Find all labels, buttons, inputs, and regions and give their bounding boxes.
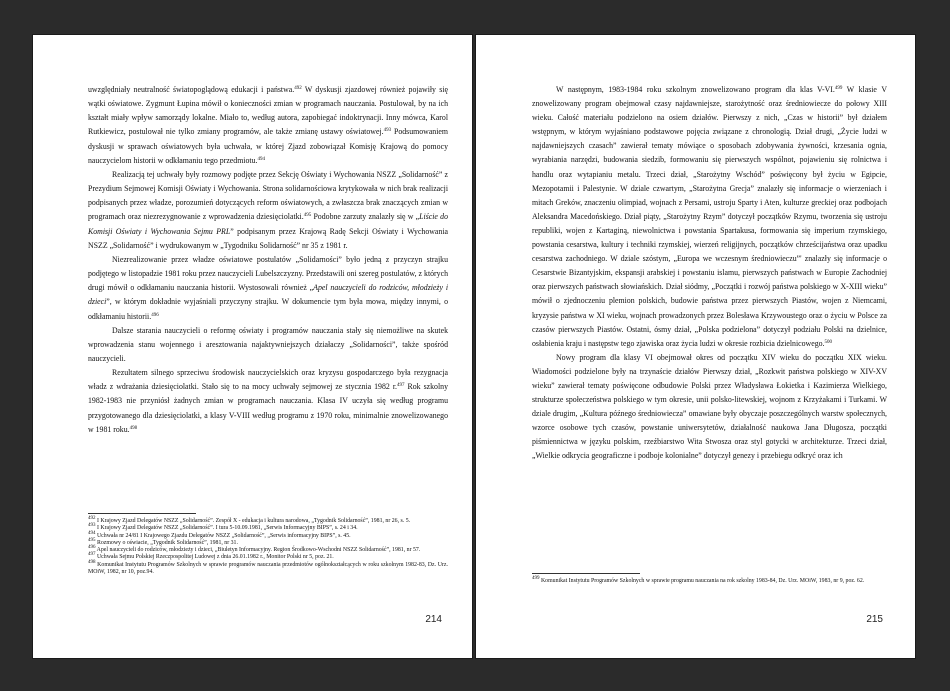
footnote-number: 499 <box>532 576 540 581</box>
text-run: Nowy program dla klasy VI obejmował okres od początku XIV wieku do początku XIX wieku. Wiadomości podzielone były na trzynaście działów Pierwszy dział, „Rozkwit państwa polskiego w XIV-XV wieku” zawierał tematy poświęcone odbudowie Polski przez Władysława Łokietka i Kazimierza Wielkiego, strukturze społeczeństwa polskiego w tym okresie, unii polsko-litewskiej, wojnom z Krzyżakami i Turkami. W dziale drugim, „Kultura późnego średniowiecza” omawiane były obyczaje poszczególnych warstw społecznych, wzorce osobowe tych czasów, powstanie uniwersytetów, działalność naukowa Jana Długosza, początki piśmiennictwa w języku polskim, rzeźbiarstwo Wita Stwosza oraz styl gotycki w architekturze. Trzeci dział, „Wielkie odkrycia geograficzne i podboje kolonialne” dotyczył genezy i przebiegu odkryć oraz ich <box>532 352 887 461</box>
paragraph <box>88 168 448 253</box>
italic-title: Apel nauczycieli do rodziców, młodzieży i dzieci <box>88 283 448 307</box>
text-run: Podsumowaniem dyskusji w sprawach oświatowych była uchwała, w której Zjazd zobowiązał Komisję Krajową do pomocy nauczycielom historii w odkłamaniu tego przedmiotu. <box>88 127 448 165</box>
footnote <box>88 554 448 561</box>
footnote-text: I Krajowy Zjazd Delegatów NSZZ „Solidarność”. I tura 5-10.09.1981, „Serwis Informacyjny BIPS”, s. 24 i 34. <box>95 525 358 532</box>
footnote-number: 494 <box>88 530 96 536</box>
footnote-text: Uchwała Sejmu Polskiej Rzeczpospolitej Ludowej z dnia 26.01.1982 r., Monitor Polski nr 5, poz. 21. <box>95 554 334 561</box>
footnote-reference: 492 <box>294 86 302 91</box>
footnote <box>88 559 448 577</box>
footnote-reference: 493 <box>383 128 392 134</box>
text-run: Podobne zarzuty znalazły się w „ <box>311 212 420 222</box>
footnote-reference: 495 <box>303 213 312 219</box>
footnote-text: Apel nauczycieli do rodziców, młodzieży i dzieci, „Biuletyn Informacyjny. Region Środkowo-Wschodni NSZZ Solidarność”, 1981, nr 57. <box>95 547 421 554</box>
text-run: Niezrealizowanie przez władze oświatowe postulatów „Solidarności” było jedną z przyczyn strajku podjętego w listopadzie 1981 roku przez nauczycieli Lubelszczyzny. Przedstawili oni szereg postulatów, z których drugi mówił o odkłamaniu nauczania historii. Wystosowali również „ <box>88 254 448 293</box>
right-page-footnotes <box>532 578 887 585</box>
page-number: 214 <box>425 614 442 625</box>
footnote-number: 498 <box>88 559 96 565</box>
footnote-reference: 498 <box>129 425 138 431</box>
footnote-number: 492 <box>88 516 96 521</box>
text-run: Rezultatem silnego sprzeciwu środowisk nauczycielskich oraz kryzysu gospodarczego była rezygnacja władz z wdrażania dziesięciolatki. Stało się to na mocy uchwały sejmowej ze stycznia 1982 r. <box>88 368 448 392</box>
left-page-body <box>88 83 448 437</box>
footnote-reference: 496 <box>151 312 159 318</box>
right-page <box>475 34 916 659</box>
left-page <box>32 34 473 659</box>
footnote-number: 497 <box>88 552 96 558</box>
footnote-text: Komunikat Instytutu Programów Szkolnych w sprawie programów nauczania przedmiotów ogólnokształcących w roku szkolnym 1982-83, Dz. Urz. MOiW, 1982, nr 10, poz.94. <box>88 561 448 576</box>
footnote <box>88 525 448 532</box>
right-page-body <box>532 83 887 464</box>
paragraph <box>88 324 448 366</box>
text-run: Realizacją tej uchwały były rozmowy podjęte przez Sekcję Oświaty i Wychowania NSZZ „Solidarność” z Prezydium Sejmowej Komisji Oświaty i Wychowania. Strona solidarnościowa krytykowała w nich brak realizacji podpisanych przez władze, porozumień dotyczących reform oświatowych, a zwłaszcza brak znaczących zmian w programach oraz niezrezygnowanie z wprowadzenia dziesięciolatki. <box>88 169 448 222</box>
footnote-text: Rozmowy o oświacie, „Tygodnik Solidarność”, 1981, nr 31. <box>95 539 238 546</box>
footnote <box>88 530 448 540</box>
paragraph <box>532 351 887 464</box>
text-run: ”, w którym dokładnie wyjaśniali przyczyny strajku. W dokumencie tym była mowa, między innymi, o odkłamaniu historii. <box>88 297 448 321</box>
text-run: uwzględniały neutralność światopoglądową edukacji i państwa. <box>88 85 295 94</box>
footnote-reference: 499 <box>834 86 843 91</box>
footnote-reference: 494 <box>257 156 265 162</box>
footnote-reference: 500 <box>824 339 833 345</box>
text-run: ” podpisanym przez Krajową Radę Sekcji Oświaty i Wychowania NSZZ „Solidarność” i wydrukowanym w „Tygodniku Solidarność” nr 35 z 1981 r. <box>88 226 449 250</box>
paragraph <box>88 83 448 168</box>
text-run: W klasie V znowelizowany program obejmował czasy najdawniejsze, starożytność oraz średniowiecze do połowy XIII wieku. Całość materiału podzielono na osiem działów. Pierwszy z nich, „Czas w historii” był działem wstępnym, w którym wyjaśniano podstawowe pojęcia związane z chronologią. Dział drugi, „Życie ludzi w najdawniejszych czasach” zawierał tematy mówiące o sposobach zdobywania żywności, krzesania ognia, wyrabiania narzędzi, budowania siedzib, formowaniu się pierwszych wspólnot, pojawieniu się rolnictwa i handlu oraz wytapianiu metalu. Trzeci dział, „Starożytny Wschód” poświęcony był życiu w Egipcie, Mezopotamii i Palestynie. W dziale czwartym, „Starożytna Grecja” znalazły się informacje o wierzeniach i mitach Greków, znaczeniu olimpiad, wojnach z Persami, ustroju Sparty i Aten, kulturze greckiej oraz podbojach Aleksandra Macedońskiego. Dział piąty, „Starożytny Rzym” dotyczył początków Rzymu, tworzenia się ustroju republiki, wojen z Kartaginą, niewolnictwa i powstania Spartakusa, formowania się imperium rzymskiego, powstania cesarstwa, kultury i techniki rzymskiej, wierzeń religijnych, początków chrześcijaństwa oraz upadku cesarstwa zachodniego. W dziale szóstym, „Europa we wczesnym średniowieczu”' znalazły się informacje o Cesarstwie Bizantyjskim, ekspansji arabskiej i powstaniu islamu, pierwszych państwach w Europie Zachodniej oraz pierwszych państwach słowiańskich. Dział siódmy, „Początki i rozwój państwa polskiego w X-XIII wieku” mówił o zjednoczeniu plemion polskich, budowie państwa przez pierwszych Piastów, wojen z Niemcami, kryzysie państwa w XI wieku, wojnach prowadzonych przez Bolesława Krzywoustego oraz o życiu w Polsce za czasów pierwszych Piastów. Ostatni, ósmy dział, „Polska podzielona” dotyczył podziału Polski na dzielnice, osłabienia kraju i następstw tego zjawiska oraz życia ludzi w okresie rozbicia dzielnicowego. <box>532 85 888 348</box>
footnote-number: 495 <box>88 537 96 543</box>
page-number: 215 <box>866 614 883 625</box>
footnote-text: I Krajowy Zjazd Delegatów NSZZ „Solidarność”. Zespół X - edukacja i kultura narodowa, „Tygodnik Solidarność”, 1981, nr 26, s. 5. <box>95 518 411 524</box>
footnote-separator <box>532 573 640 574</box>
footnote-separator <box>88 513 196 514</box>
footnote-number: 493 <box>88 523 96 529</box>
footnote-text: Uchwała nr 24/81 I Krajowego Zjazdu Delegatów NSZZ „Solidarność”, „Serwis informacyjny BIPS”, s. 45. <box>95 532 351 539</box>
paragraph <box>88 253 448 324</box>
text-run: W dyskusji zjazdowej również pojawiły się wątki oświatowe. Zygmunt Łupina mówił o konieczności zmian w programach nauczania. Postulował, by na ich kształt miały wpływ samorządy lokalne. Miało to, według autora, zapobiegać indoktrynacji. Inny mówca, Karol Rutkiewicz, postulował nie tylko zmiany programów, ale także zmianę ustawy oświatowej. <box>88 85 448 137</box>
paragraph <box>532 83 887 351</box>
text-run: Dalsze starania nauczycieli o reformę oświaty i programów nauczania stały się niemożliwe na skutek wprowadzenia stanu wojennego i aresztowania najaktywniejszych działaczy „Solidarności”, także spośród nauczycieli. <box>88 325 448 363</box>
left-page-footnotes <box>88 518 448 576</box>
paragraph <box>88 366 448 437</box>
footnote-reference: 497 <box>396 383 405 389</box>
footnote-text: Komunikat Instytutu Programów Szkolnych w sprawie programu nauczania na rok szkolny 1983-84, Dz. Urz. MOiW, 1983, nr 9, poz. 62. <box>539 578 865 584</box>
footnote-number: 496 <box>88 545 96 551</box>
italic-title: Liście do Komisji Oświaty i Wychowania Sejmu PRL <box>88 212 448 236</box>
text-run: W następnym, 1983-1984 roku szkolnym znowelizowano program dla klas V-VI. <box>556 85 835 94</box>
text-run: Rok szkolny 1982-1983 nie przyniósł żadnych zmian w programach nauczania. Klasa IV uczyła się według programu przygotowanego dla dziesięciolatki, a klasy V-VIII według programu z 1970 roku, minimalnie znowelizowanego w 1981 roku. <box>88 382 448 434</box>
footnote <box>532 578 887 585</box>
